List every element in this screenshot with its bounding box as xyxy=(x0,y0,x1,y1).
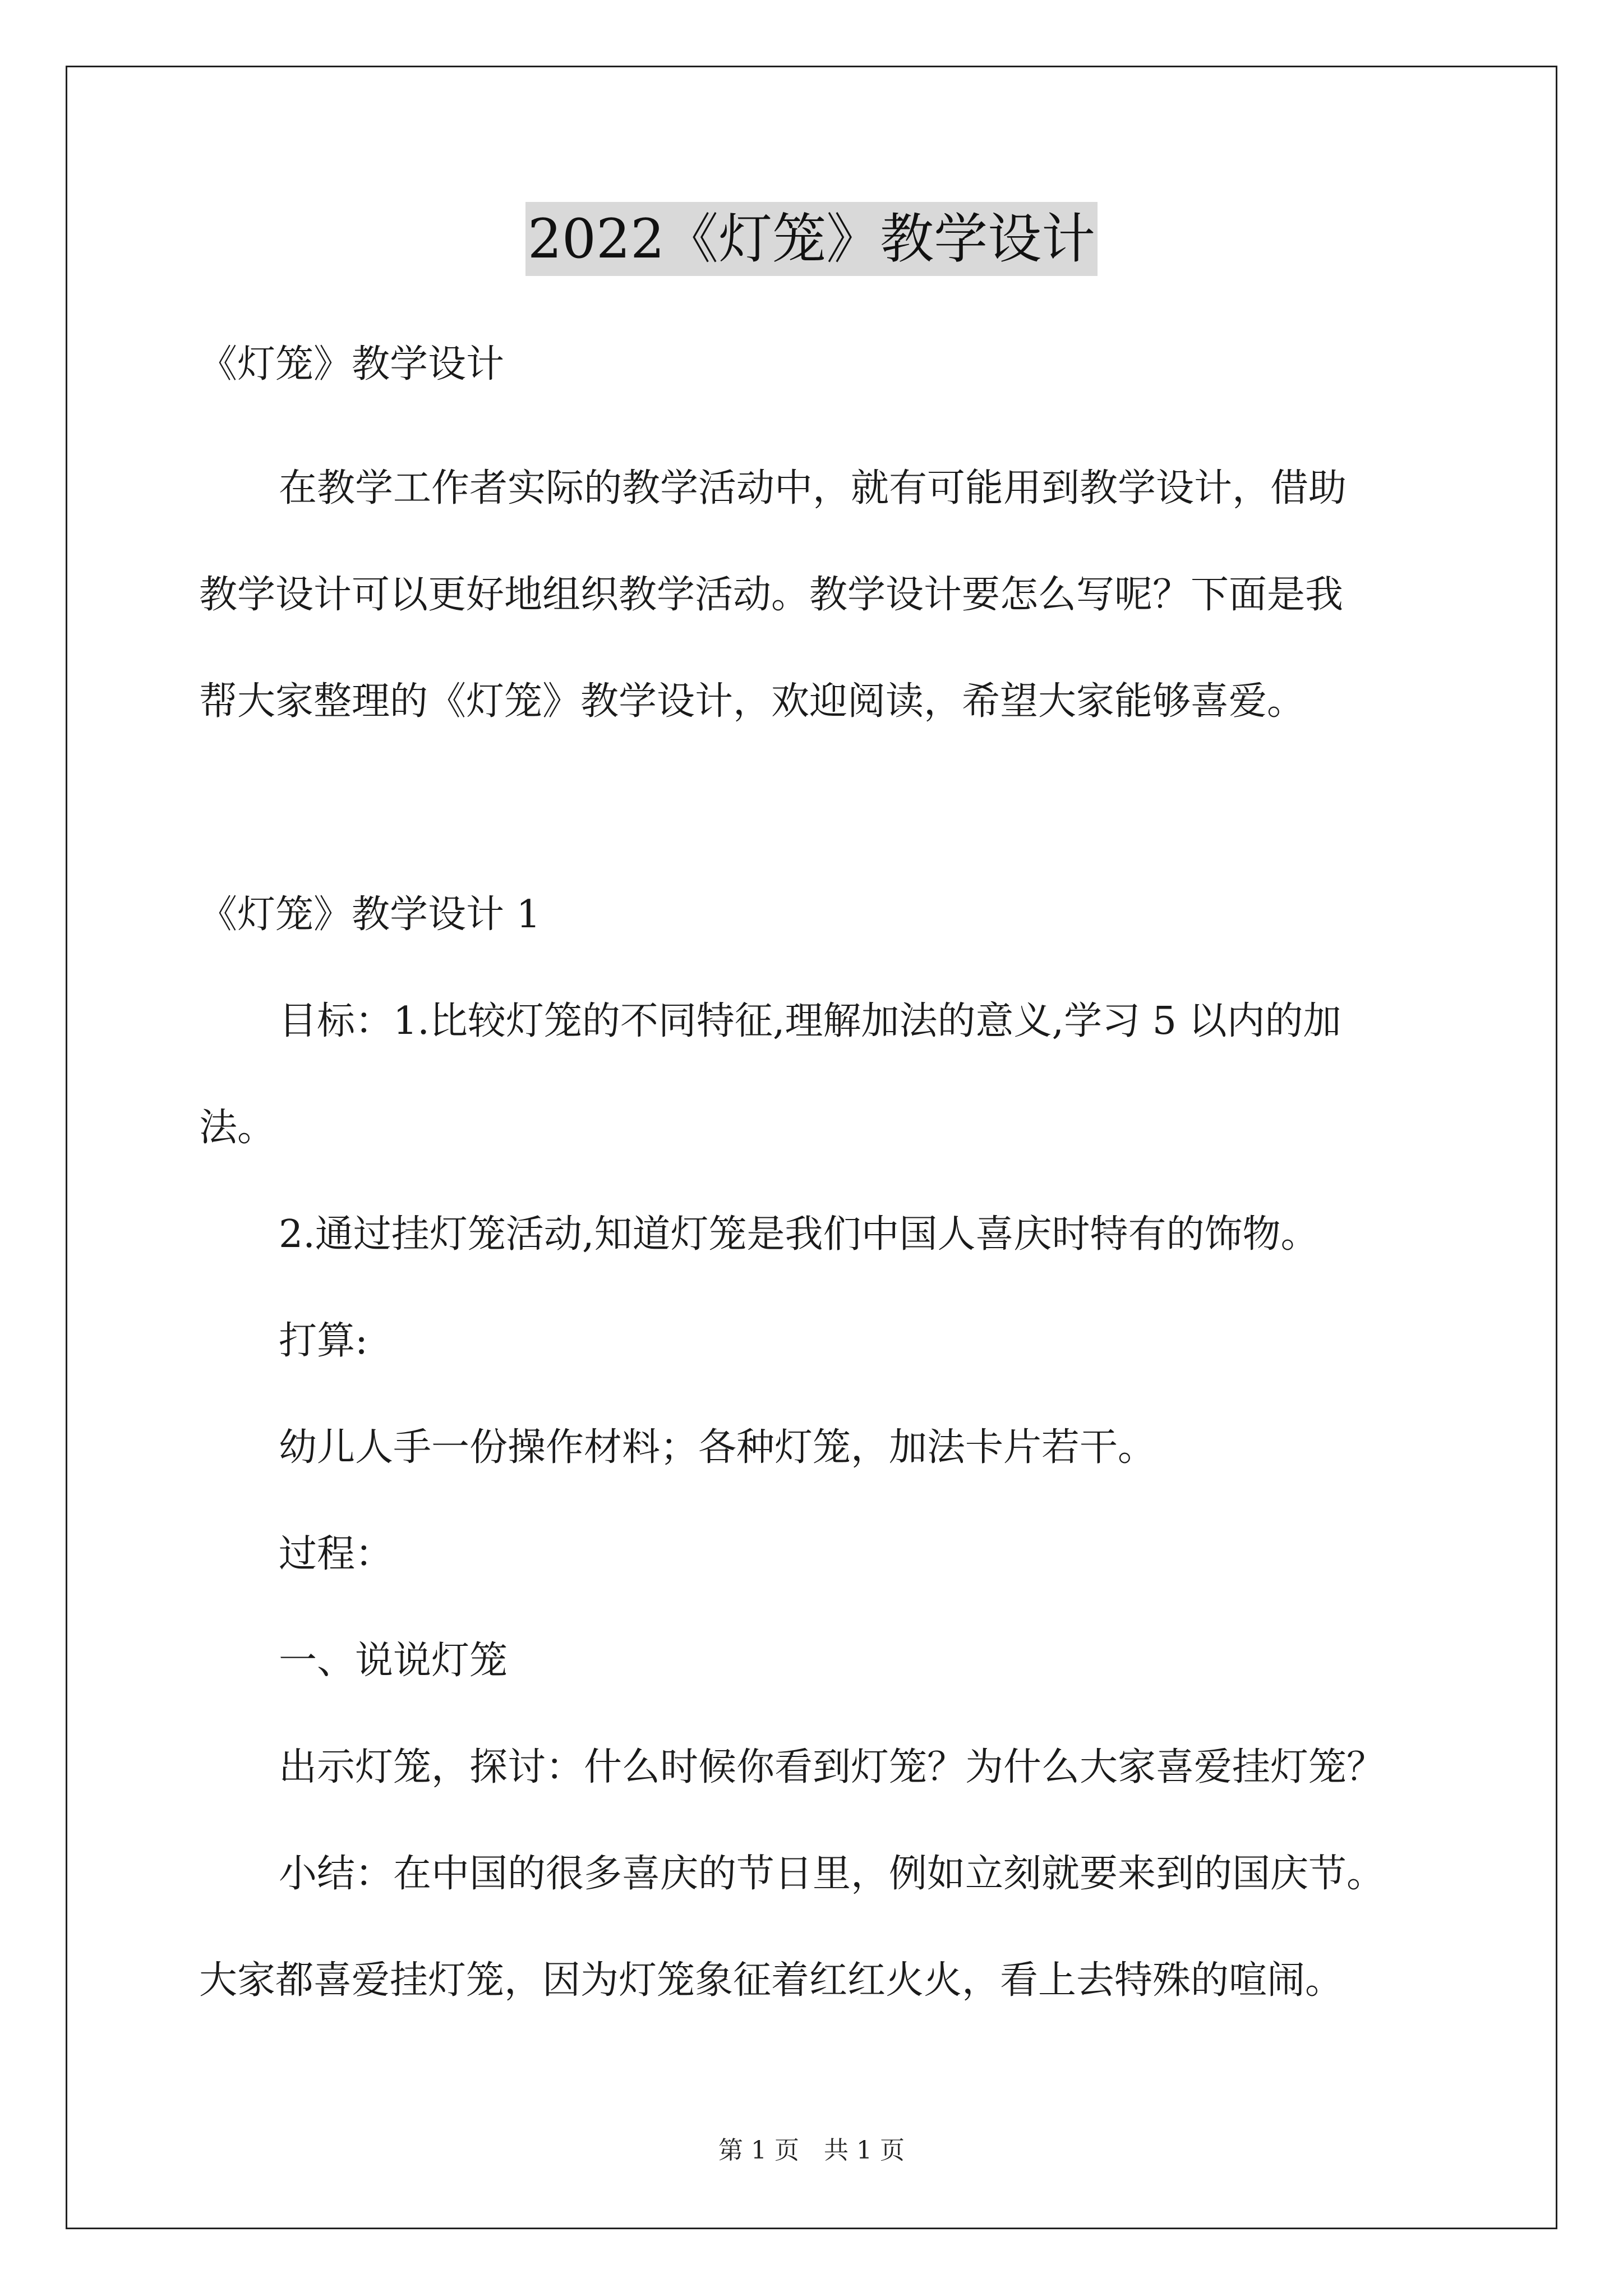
intro-line-2: 教学设计可以更好地组织教学活动。教学设计要怎么写呢？下面是我 xyxy=(199,573,1344,617)
document-title: 2022《灯笼》教学设计 xyxy=(525,202,1098,276)
prep-text: 幼儿人手一份操作材料；各种灯笼，加法卡片若干。 xyxy=(279,1425,1156,1470)
page-border xyxy=(66,66,1557,2229)
intro-line-3: 帮大家整理的《灯笼》教学设计，欢迎阅读，希望大家能够喜爱。 xyxy=(199,679,1306,724)
summary-line-1: 小结：在中国的很多喜庆的节日里，例如立刻就要来到的国庆节。 xyxy=(279,1852,1385,1896)
subtitle: 《灯笼》教学设计 xyxy=(199,342,505,386)
title-container xyxy=(0,202,1623,276)
step-1: 一、说说灯笼 xyxy=(279,1639,508,1683)
page-footer: 第 1 页 共 1 页 xyxy=(718,2136,905,2165)
process-label: 过程： xyxy=(279,1532,394,1576)
summary-line-2: 大家都喜爱挂灯笼，因为灯笼象征着红红火火，看上去特殊的喧闹。 xyxy=(199,1958,1344,2003)
prep-label: 打算: xyxy=(279,1319,368,1363)
goal-2: 2.通过挂灯笼活动,知道灯笼是我们中国人喜庆时特有的饰物。 xyxy=(279,1212,1319,1257)
intro-line-1: 在教学工作者实际的教学活动中，就有可能用到教学设计，借助 xyxy=(279,466,1347,510)
section-heading: 《灯笼》教学设计 1 xyxy=(199,892,541,937)
goal-line-1: 目标：1.比较灯笼的不同特征,理解加法的意义,学习 5 以内的加 xyxy=(279,999,1341,1043)
goal-line-2: 法。 xyxy=(199,1106,276,1150)
show-lantern: 出示灯笼，探讨：什么时候你看到灯笼？为什么大家喜爱挂灯笼？ xyxy=(279,1745,1385,1789)
